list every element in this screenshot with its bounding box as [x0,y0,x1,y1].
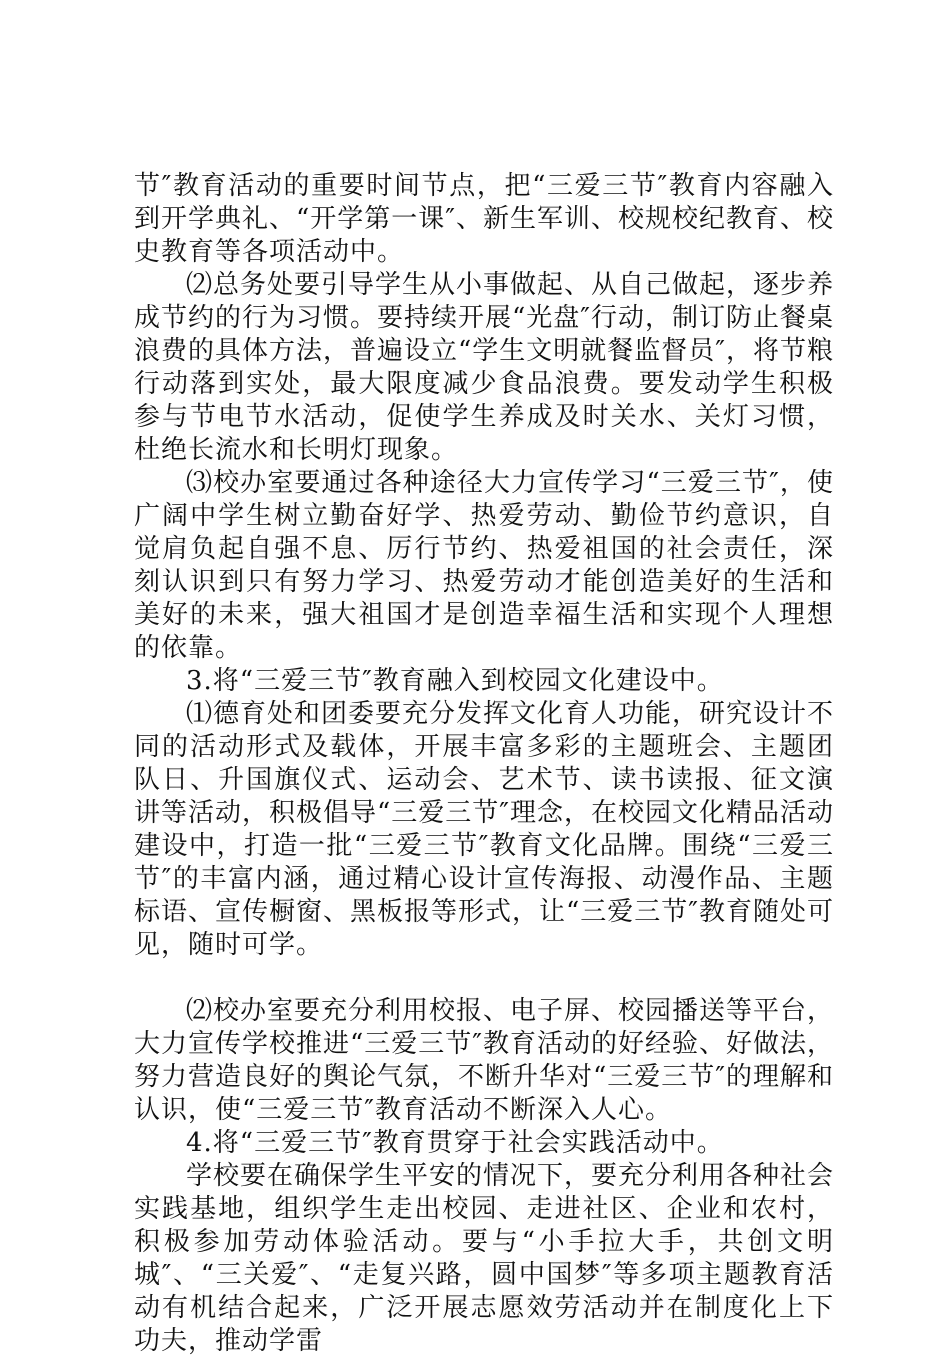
paragraph-moral-education: ⑴德育处和团委要充分发挥文化育人功能，研究设计不同的活动形式及载体，开展丰富多彩的主题班会、主题团队日、升国旗仪式、运动会、艺术节、读书读报、征文演讲等活动，积极倡导“三爱三节″理念，在校园文化精品活动建设中，打造一批“三爱三节″教育文化品牌。围绕“三爱三节″的丰富内涵，通过精心设计宣传海报、动漫作品、主题标语、宣传橱窗、黑板报等形式，让“三爱三节″教育随处可见，随时可学。 [134,699,835,960]
paragraph-continuation: 节″教育活动的重要时间节点，把“三爱三节″教育内容融入到开学典礼、“开学第一课″、新生军训、校规校纪教育、校史教育等各项活动中。 [134,171,835,267]
paragraph-general-affairs: ⑵总务处要引导学生从小事做起、从自己做起，逐步养成节约的行为习惯。要持续开展“光盘″行动，制订防止餐桌浪费的具体方法，普遍设立“学生文明就餐监督员″，将节粮行动落到实处，最大限度减少食品浪费。要发动学生积极参与节电节水活动，促使学生养成及时关水、关灯习惯，杜绝长流水和长明灯现象。 [134,270,835,465]
paragraph-school-media: ⑵校办室要充分利用校报、电子屏、校园播送等平台，大力宣传学校推进“三爱三节″教育活动的好经验、好做法，努力营造良好的舆论气氛，不断升华对“三爱三节″的理解和认识，使“三爱三节″教育活动不断深入人心。 [134,996,835,1125]
paragraph-social-practice: 学校要在确保学生平安的情况下，要充分利用各种社会实践基地，组织学生走出校园、走进社区、企业和农村，积极参加劳动体验活动。要与“小手拉大手，共创文明城″、“三关爱″、“走复兴路，圆中国梦″等多项主题教育活动有机结合起来，广泛开展志愿效劳活动并在制度化上下功夫，推动学雷 [134,1161,835,1356]
section-heading-social-practice: 4.将“三爱三节″教育贯穿于社会实践活动中。 [186,1128,724,1158]
section-heading-campus-culture: 3.将“三爱三节″教育融入到校园文化建设中。 [186,666,724,696]
document-body [134,170,834,1358]
paragraph-spacer [134,962,834,995]
paragraph-school-office-publicity: ⑶校办室要通过各种途径大力宣传学习“三爱三节″，使广阔中学生树立勤奋好学、热爱劳动、勤俭节约意识，自觉肩负起自强不息、厉行节约、热爱祖国的社会责任，深刻认识到只有努力学习、热爱劳动才能创造美好的生活和美好的未来，强大祖国才是创造幸福生活和实现个人理想的依靠。 [134,468,834,663]
